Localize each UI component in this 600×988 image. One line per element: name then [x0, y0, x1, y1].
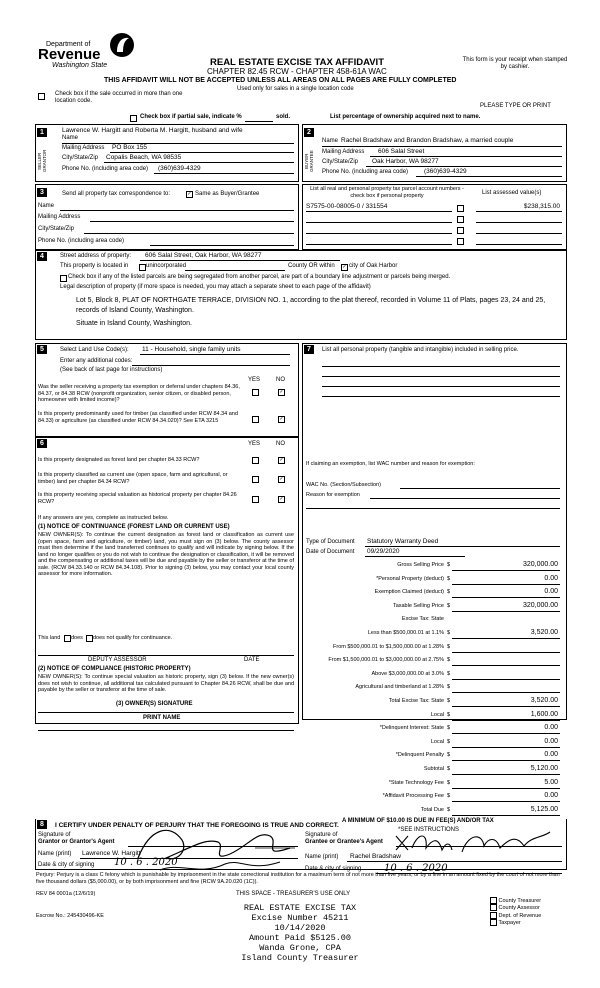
grantee-name-value: Rachel Bradshaw — [350, 853, 401, 860]
tax-row-label: Subtotal — [423, 766, 444, 772]
treasurer-space: THIS SPACE - TREASURER'S USE ONLY — [236, 891, 351, 897]
exemption-label: If claiming an exemption, list WAC number and reason for exemption: — [306, 461, 475, 467]
tax-row-label: *Delinquent Penalty — [395, 752, 444, 758]
tax-row-label: Gross Selling Price — [397, 562, 444, 568]
parcel-pp-checkbox-4[interactable] — [457, 238, 464, 245]
s6-q1-no[interactable]: ✓ — [279, 457, 284, 463]
same-as-buyer-label: Same as Buyer/Grantee — [195, 191, 260, 197]
grantor-sig-label: Signature of — [38, 832, 71, 838]
s6-yes: YES — [248, 441, 261, 447]
assessed-value: $238,315.00 — [523, 203, 560, 210]
land-use-q1: Was the seller receiving a property tax exemption or deferral under chapters 84.36, 84.37, or 84.38 RCW (nonprofit organization, senior citizen, or disabled person, homeowner with limited income)? — [38, 384, 240, 403]
s6-no: NO — [276, 441, 285, 447]
tax-row-value: 0.00 — [544, 792, 558, 799]
land-use-value: 11 - Household, single family units — [142, 346, 241, 353]
multi-location-text: Check box if the sale occurred in more than one location code. — [55, 91, 183, 104]
doc-type-value: Statutory Warranty Deed — [367, 538, 439, 545]
s6-if-any: If any answers are yes, complete as instructed below. — [38, 515, 169, 521]
buyer-mailing-line — [370, 156, 562, 157]
grantor-name-label: Name (print) — [38, 851, 72, 857]
s6-q1: Is this property designated as forest land per chapter 84.33 RCW? — [38, 457, 200, 463]
reason-line-2 — [306, 508, 560, 509]
buyer-phone-label: Phone No. (including area code) — [322, 169, 409, 175]
doc-date-value: 09/29/2020 — [367, 548, 400, 555]
buyer-phone-line — [416, 176, 562, 177]
deputy-date: DATE — [244, 657, 260, 663]
tax-row-dollar: $ — [447, 780, 451, 786]
tax-row-value: 320,000.00 — [522, 602, 558, 609]
owner-sig-label: (3) OWNER(S) SIGNATURE — [116, 701, 193, 707]
tax-row-line — [452, 665, 560, 666]
county-or-within: County OR within — [288, 263, 335, 269]
segregated-text: Check box if any of the listed parcels are being segregated from another parcel, are part of a boundary line adjustment or parcels being merged. — [68, 274, 451, 280]
additional-line — [132, 365, 290, 366]
grantor-date-label: Date & city of signing — [38, 862, 95, 868]
buyer-city-label: City/State/Zip — [322, 159, 359, 165]
see-instructions: *SEE INSTRUCTIONS — [398, 827, 460, 833]
buyer-side-label: BUYER GRANTEE — [304, 150, 314, 172]
copy-label: Dept. of Revenue — [498, 912, 542, 919]
print-name-line — [38, 730, 294, 731]
tax-row-label: Excise Tax: State — [401, 616, 444, 622]
tax-row-value: 0.00 — [544, 751, 558, 758]
s6-q2-no[interactable]: ✓ — [279, 476, 284, 482]
assessed-line-4 — [476, 244, 562, 245]
wa-state: Washington State — [52, 62, 108, 69]
tax-row-label: From $1,500,000.01 to $3,000,000.00 at 2.75% — [328, 657, 444, 663]
tax-row-dollar: $ — [447, 562, 451, 568]
grantee-sig-label2: Grantee or Grantee's Agent — [305, 839, 383, 845]
tax-row-value: 3,520.00 — [530, 697, 558, 704]
corr-phone-line — [150, 245, 294, 246]
section-7-number: 7 — [304, 345, 314, 354]
partial-sale-text: Check box if partial sale, indicate % — [140, 114, 242, 120]
rev-number: REV 84 0001a (12/6/19) — [36, 891, 96, 897]
s6-q2: Is this property classified as current use (open space, farm and agricultural, or timber) land per chapter 84.34 RCW? — [38, 472, 228, 485]
tax-row-label: Agricultural and timberland at 1.28% — [355, 684, 444, 690]
county-line — [185, 270, 285, 271]
ownership-pct-text: List percentage of ownership acquired next to name. — [330, 114, 481, 120]
tax-row-value: 0.00 — [544, 724, 558, 731]
notice2-text: NEW OWNER(S): To continue special valuation as historic property, sign (3) below. If the new owner(s) does not wish to continue, all additional tax calculated pursuant to Chapter 84.26 RCW, shall be due and payable by the seller or transferor at the time of sale. — [38, 674, 294, 693]
land-use-no: NO — [276, 377, 285, 383]
tax-row-line — [452, 774, 560, 775]
does-not-label: does not qualify for continuance. — [93, 635, 173, 641]
grantee-name-label: Name (print) — [305, 854, 339, 860]
tax-row-line — [452, 706, 560, 707]
tax-row-line — [452, 733, 560, 734]
tax-row-dollar: $ — [447, 630, 451, 636]
type-or-print: PLEASE TYPE OR PRINT — [480, 103, 551, 109]
tax-row-value: 0.00 — [544, 738, 558, 745]
section-6-number: 6 — [37, 439, 47, 448]
tax-row-dollar: $ — [447, 752, 451, 758]
pp-line-3 — [322, 386, 560, 387]
tax-row-line — [452, 638, 560, 639]
parcel-pp-checkbox-3[interactable] — [457, 227, 464, 234]
tax-row-line — [452, 788, 560, 789]
partial-sale-checkbox[interactable] — [130, 115, 137, 122]
tax-row-line — [452, 611, 560, 612]
dept-of: Department of — [46, 41, 91, 48]
same-as-buyer-checkbox[interactable]: ✓ — [187, 191, 192, 197]
tax-row-dollar: $ — [447, 657, 451, 663]
q2-no-checkbox[interactable]: ✓ — [279, 416, 284, 422]
pp-line-1 — [322, 366, 560, 367]
assessed-line-1 — [476, 211, 562, 212]
parcel-number: S7575-00-08005-0 / 331554 — [306, 203, 388, 210]
section-2-number: 2 — [304, 128, 314, 137]
does-not-checkbox[interactable] — [86, 635, 93, 642]
reason-label: Reason for exemption — [306, 492, 360, 498]
multi-location-checkbox[interactable] — [38, 93, 45, 100]
buyer-mailing-label: Mailing Address — [322, 149, 365, 155]
corr-phone-label: Phone No. (including area code) — [38, 238, 125, 244]
wac-line — [400, 488, 560, 489]
tax-row-dollar: $ — [447, 603, 451, 609]
tax-row-label: *Delinquent Interest: State — [379, 725, 444, 731]
tax-row-label: Local — [430, 712, 444, 718]
land-use-yes: YES — [248, 377, 261, 383]
seller-phone-label: Phone No. (including area code) — [62, 166, 149, 172]
doc-type-label: Type of Document — [306, 539, 355, 545]
tax-row-label: Total Due — [420, 807, 444, 813]
copy-label: Taxpayer — [498, 920, 521, 927]
section-8-number: 8 — [37, 820, 47, 829]
section-4-number: 4 — [37, 252, 47, 261]
tax-row-dollar: $ — [447, 725, 451, 731]
tax-row-label: *Personal Property (deduct) — [376, 576, 444, 582]
grantor-sig-label2: Grantor or Grantor's Agent — [38, 839, 115, 845]
parcel-line-4 — [306, 244, 452, 245]
receipt-note: This form is your receipt when stamped by cashier. — [462, 57, 568, 70]
single-location-note: Used only for sales in a single location code — [237, 86, 354, 92]
doc-date-line — [365, 556, 465, 557]
buyer-phone-value: (360)639-4329 — [424, 168, 467, 175]
grantee-sig-label: Signature of — [305, 832, 338, 838]
pp-label: List all personal property (tangible and intangible) included in selling price. — [322, 347, 519, 353]
grantee-date-handwritten: 10 . 6 . 2020 — [384, 863, 448, 874]
corr-name-line — [60, 210, 294, 211]
copy-label: County Assessor — [498, 905, 540, 912]
grantee-date-label: Date & city of signing — [305, 866, 362, 872]
does-checkbox[interactable] — [64, 635, 71, 642]
print-name-label: PRINT NAME — [143, 715, 181, 721]
dor-logo — [38, 28, 138, 70]
parcel-pp-checkbox-1[interactable] — [457, 205, 464, 212]
stamp-line-1: REAL ESTATE EXCISE TAX — [243, 903, 357, 913]
legal-text: Lot 5, Block 8, PLAT OF NORTHGATE TERRACE, DIVISION NO. 1, according to the plat thereof, recorded in Volume 11 of Plats, pages 23, 24 and 25, records of Island County, Washington. — [76, 297, 546, 314]
warning-text: THIS AFFIDAVIT WILL NOT BE ACCEPTED UNLESS ALL AREAS ON ALL PAGES ARE FULLY COMPLETED — [104, 77, 457, 84]
tax-row-label: From $500,000.01 to $1,500,000.00 at 1.28% — [333, 644, 444, 650]
stamp-line-2: Excise Number 45211 — [251, 913, 349, 923]
notice2-title: (2) NOTICE OF COMPLIANCE (HISTORIC PROPERTY) — [38, 666, 191, 672]
seller-phone-line — [154, 173, 294, 174]
tax-row-value: 3,520.00 — [530, 629, 558, 636]
assessed-header: List assessed value(s) — [482, 190, 542, 196]
unincorporated-checkbox[interactable] — [139, 264, 146, 271]
copy-checkbox[interactable] — [490, 904, 497, 911]
stamp-line-5: Wanda Grone, CPA — [259, 943, 341, 953]
additional-codes: Enter any additional codes: — [60, 358, 133, 364]
parcels-header: List all real and personal property tax parcel account numbers - check box if personal property — [310, 186, 464, 199]
street-label: Street address of property: — [60, 253, 132, 259]
seller-name-line — [62, 143, 294, 144]
assessed-line-3 — [476, 233, 562, 234]
parcel-line-2 — [306, 222, 452, 223]
tax-row-label: Local — [430, 739, 444, 745]
tax-row-label: *State Technology Fee — [388, 780, 444, 786]
grantor-name-value: Lawrence W. Hargitt — [82, 850, 141, 857]
tax-row-line — [452, 570, 560, 571]
copy-item — [490, 912, 541, 919]
seller-mailing-value: PO Box 155 — [112, 144, 148, 151]
see-back: (See back of last page for instructions) — [60, 367, 163, 373]
stamp-line-4: Amount Paid $5125.00 — [248, 933, 352, 943]
pp-line-2 — [322, 376, 560, 377]
corr-mailing-label: Mailing Address — [38, 214, 81, 220]
tax-row-dollar: $ — [447, 712, 451, 718]
grantor-date-handwritten: 10 . 6 . 2020 — [114, 857, 178, 868]
tax-row-dollar: $ — [447, 807, 451, 813]
dor-logo-icon — [108, 30, 136, 60]
buyer-name-value: Rachel Bradshaw and Brandon Bradshaw, a married couple — [341, 137, 514, 144]
partial-sale-line — [245, 121, 273, 122]
corr-mailing-line — [90, 221, 294, 222]
escrow-number: Escrow No.: 245430496-KE — [36, 913, 104, 919]
correspondence-text: Send all property tax correspondence to: — [62, 191, 171, 197]
tax-row-dollar: $ — [447, 684, 451, 690]
tax-row-dollar: $ — [447, 589, 451, 595]
doc-date-label: Date of Document — [306, 549, 355, 555]
form-title: REAL ESTATE EXCISE TAX AFFIDAVIT — [210, 57, 385, 68]
perjury-text: Perjury: Perjury is a class C felony which is punishable by imprisonment in the state correctional institution for a maximum term of not more than five years, or by a fine in an amount fixed by the court of not more than five thousand dollars ($5,000.00), or by both imprisonment and fine (RCW 9A.20.020 (1C)). — [36, 872, 560, 885]
tax-row-line — [452, 815, 560, 816]
tax-row-line — [452, 679, 560, 680]
tax-row-value: 1,600.00 — [530, 711, 558, 718]
buyer-mailing-value: 606 Salal Street — [378, 148, 425, 155]
seller-side-label: SELLER GRANTOR — [37, 149, 47, 173]
tax-row-line — [452, 747, 560, 748]
parcel-line-3 — [306, 233, 452, 234]
does-label: does — [71, 635, 83, 641]
tax-row-line — [452, 652, 560, 653]
tax-row-dollar: $ — [447, 698, 451, 704]
corr-city-label: City/State/Zip — [38, 226, 75, 232]
s6-q2-yes[interactable] — [252, 476, 259, 483]
stamp-line-3: 10/14/2020 — [274, 923, 326, 933]
tax-row-dollar: $ — [447, 739, 451, 745]
tax-row-line — [452, 584, 560, 585]
tax-row-label: Taxable Selling Price — [392, 603, 444, 609]
tax-row-line — [452, 597, 560, 598]
parcel-line-1 — [306, 211, 452, 212]
unincorporated-label: unincorporated — [146, 263, 187, 269]
seller-city-value: Copalis Beach, WA 98535 — [106, 154, 182, 161]
tax-row-label: Total Excise Tax: State — [388, 698, 444, 704]
tax-row-dollar: $ — [447, 766, 451, 772]
tax-row-label: Exemption Claimed (deduct) — [374, 589, 444, 595]
this-land: This land — [38, 635, 61, 641]
q1-no-checkbox[interactable]: ✓ — [279, 389, 284, 395]
tax-row-dollar: $ — [447, 576, 451, 582]
reason-line-1 — [370, 498, 560, 499]
q1-yes-checkbox[interactable] — [252, 389, 259, 396]
deputy-line — [38, 655, 294, 656]
copy-label: County Treasurer — [498, 897, 542, 904]
buyer-city-value: Oak Harbor, WA 98277 — [372, 158, 439, 165]
tax-row-dollar: $ — [447, 793, 451, 799]
copy-checkbox[interactable] — [490, 897, 497, 904]
parcel-pp-checkbox-2[interactable] — [457, 216, 464, 223]
form-chapter: CHAPTER 82.45 RCW - CHAPTER 458-61A WAC — [207, 67, 387, 76]
seller-mailing-line — [110, 152, 294, 153]
city-of-label: city of Oak Harbor — [349, 263, 398, 269]
section-1-number: 1 — [37, 128, 47, 137]
deputy-assessor: DEPUTY ASSESSOR — [88, 657, 147, 663]
seller-mailing-label: Mailing Address — [62, 145, 105, 151]
land-use-q2: Is this property predominantly used for timber (as classified under RCW 84.34 and 84.33) or agriculture (as classified under RCW 84.34.020)? See ETA 3215 — [38, 411, 238, 424]
copy-checkbox[interactable] — [490, 919, 497, 926]
tax-row-value: 5,120.00 — [530, 765, 558, 772]
stamp-line-6: Island County Treasurer — [241, 953, 359, 963]
copy-item — [490, 904, 541, 911]
s6-q3-yes[interactable] — [252, 496, 259, 503]
land-use-label: Select Land Use Code(s): — [60, 347, 129, 353]
certify-text: I CERTIFY UNDER PENALTY OF PERJURY THAT THE FOREGOING IS TRUE AND CORRECT. — [55, 822, 339, 829]
buyer-name-label: Name — [322, 138, 339, 144]
treasurer-stamp — [220, 903, 380, 963]
minimum-note: A MINIMUM OF $10.00 IS DUE IN FEE(S) AND/OR TAX — [342, 818, 494, 824]
s6-q3: Is this property receiving special valuation as historical property per chapter 84.26 RCW? — [38, 492, 237, 505]
q2-yes-checkbox[interactable] — [252, 416, 259, 423]
seller-name-label: Name — [62, 135, 79, 141]
seller-city-label: City/State/Zip — [62, 155, 99, 161]
tax-row-label: *Affidavit Processing Fee — [382, 793, 444, 799]
tax-row-value: 0.00 — [544, 588, 558, 595]
notice1-title: (1) NOTICE OF CONTINUANCE (FOREST LAND OR CURRENT USE) — [38, 524, 230, 530]
situate-text: Situate in Island County, Washington. — [76, 320, 192, 327]
owner-sig-line — [38, 712, 294, 713]
corr-city-line — [84, 233, 294, 234]
revenue-word: Revenue — [38, 46, 101, 63]
seller-name-value: Lawrence W. Hargitt and Roberta M. Hargitt, husband and wife — [62, 127, 243, 134]
street-line — [140, 260, 340, 261]
tax-row-line — [452, 801, 560, 802]
tax-row-label: Above $3,000,000.00 at 3.0% — [371, 671, 444, 677]
tax-row-value: 0.00 — [544, 575, 558, 582]
copies-list — [490, 897, 541, 927]
tax-row-value: 5.00 — [544, 779, 558, 786]
assessed-line-2 — [476, 222, 562, 223]
tax-row-label: Less than $500,000.01 at 1.1% — [367, 630, 444, 636]
tax-row-value: 5,125.00 — [530, 806, 558, 813]
copy-item — [490, 897, 541, 904]
pp-line-4 — [322, 396, 560, 397]
street-value: 606 Salal Street, Oak Harbor, WA 98277 — [145, 252, 262, 259]
tax-row-dollar: $ — [447, 671, 451, 677]
buyer-city-line — [366, 166, 562, 167]
buyer-name-line — [322, 146, 562, 147]
city-checkbox[interactable]: ✓ — [342, 264, 347, 270]
copy-checkbox[interactable] — [490, 912, 497, 919]
corr-name-label: Name — [38, 203, 55, 209]
wac-label: WAC No. (Section/Subsection) — [306, 482, 381, 488]
tax-row-line — [452, 720, 560, 721]
tax-row-value: 320,000.00 — [522, 561, 558, 568]
tax-row-line — [452, 692, 560, 693]
located-label: This property is located in — [60, 263, 129, 269]
s6-q3-no[interactable]: ✓ — [279, 496, 284, 502]
tax-row-line — [452, 760, 560, 761]
seller-phone-value: (360)639-4329 — [158, 165, 201, 172]
s6-q1-yes[interactable] — [252, 457, 259, 464]
partial-sale-sold: sold. — [276, 114, 291, 120]
tax-row-dollar: $ — [447, 644, 451, 650]
section-3-number: 3 — [37, 188, 47, 197]
land-use-line — [140, 354, 290, 355]
grantor-signature — [130, 818, 300, 880]
notice1-text: NEW OWNER(S): To continue the current designation as forest land or classification as current use (open space, farm and agriculture, or timber) land, you must sign on (3) below. The county assessor must then determine if the land transferred continues to qualify and will indicate by signing below. If the land no longer qualifies or you do not wish to continue the designation or classification, it will be removed and the compensating or additional taxes will be due and payable by the seller or transferor at the time of sale. (RCW 84.33.140 or RCW 84.34.108). Prior to signing (3) below, you may contact your local county assessor for more information. — [38, 532, 294, 577]
legal-label: Legal description of property (if more space is needed, you may attach a separate sheet to each page of the affidavit) — [60, 284, 371, 290]
doc-type-line — [365, 546, 560, 547]
section-5-number: 5 — [37, 345, 47, 354]
seller-city-line — [104, 162, 294, 163]
segregated-checkbox[interactable] — [60, 275, 67, 282]
copy-item — [490, 919, 541, 926]
